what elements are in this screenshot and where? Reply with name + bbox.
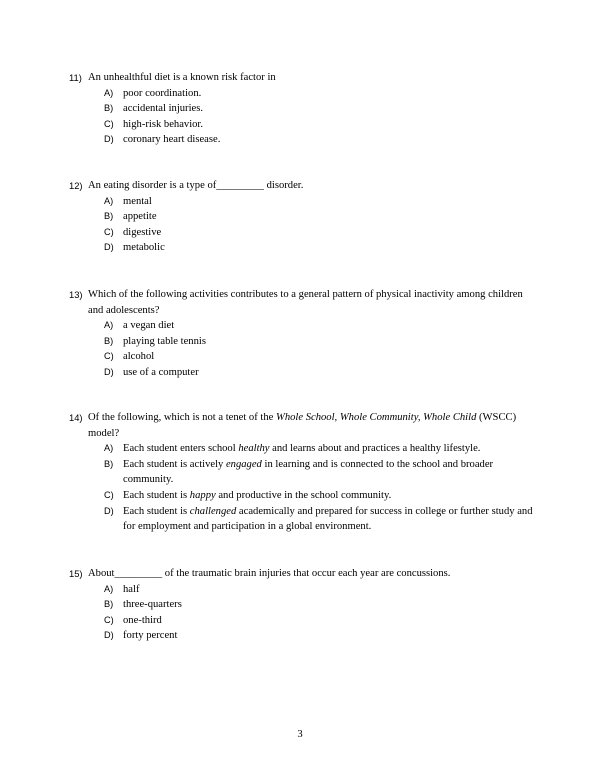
option-text: a vegan diet <box>123 320 175 332</box>
emphasis: engaged <box>225 458 262 470</box>
text-before: Each student is actively <box>123 458 226 470</box>
question-text <box>88 178 539 194</box>
option-text <box>123 488 539 504</box>
question-text <box>88 410 539 441</box>
options-list <box>69 86 539 148</box>
option-c <box>104 488 539 504</box>
emphasis: healthy <box>238 443 270 455</box>
question-13 <box>69 287 539 381</box>
question-12 <box>69 178 539 256</box>
option-letter: C) <box>104 226 114 237</box>
option-a <box>104 86 539 102</box>
stem-after: (WSCC) model? <box>88 412 517 439</box>
option-text: accidental injuries. <box>123 103 204 115</box>
option-letter: B) <box>104 211 114 222</box>
option-c <box>104 117 539 133</box>
option-a <box>104 194 539 210</box>
question-number: 11) <box>69 72 82 83</box>
option-text: coronary heart disease. <box>123 134 221 146</box>
text-before: Each student enters school <box>123 443 239 455</box>
question-text <box>88 566 539 582</box>
text-after: and productive in the school community. <box>215 489 392 501</box>
question-number: 14) <box>69 412 83 423</box>
option-letter: B) <box>104 103 114 114</box>
text-after: and learns about and practices a healthy lifestyle. <box>269 443 481 455</box>
option-text: one-third <box>123 614 162 626</box>
options-list <box>69 441 539 535</box>
option-letter: D) <box>104 242 114 253</box>
answer-blank: _________ <box>216 180 264 191</box>
question-stem <box>69 287 539 318</box>
question-15 <box>69 566 539 644</box>
question-text: Which of the following activities contributes to a general pattern of physical inactivity among children and adolescents? <box>88 289 523 316</box>
option-letter: A) <box>104 583 114 594</box>
question-stem <box>69 566 539 582</box>
option-text: half <box>123 583 140 595</box>
option-letter: A) <box>104 320 114 331</box>
option-b <box>104 101 539 117</box>
options-list <box>69 194 539 256</box>
option-letter: D) <box>104 630 114 641</box>
question-11 <box>69 70 539 148</box>
option-b <box>104 209 539 225</box>
option-text: alcohol <box>123 351 155 363</box>
question-stem <box>69 410 539 441</box>
option-letter: A) <box>104 195 114 206</box>
option-text <box>123 504 539 535</box>
model-name: Whole School, Whole Community, Whole Child <box>276 412 477 423</box>
option-text: forty percent <box>123 630 178 642</box>
option-d <box>104 504 539 535</box>
text-after: academically and prepared for success in college or further study and for employment and participation in a global environment. <box>123 505 533 533</box>
option-letter: C) <box>104 489 114 500</box>
option-text: metabolic <box>123 242 165 254</box>
answer-blank: _________ <box>114 568 163 579</box>
text-before: Each student is <box>123 505 190 517</box>
question-number: 15) <box>69 568 83 579</box>
emphasis: happy <box>189 489 216 501</box>
option-d <box>104 132 539 148</box>
options-list <box>69 318 539 380</box>
option-letter: D) <box>104 505 114 516</box>
stem-before: An eating disorder is a type of <box>88 180 217 191</box>
option-b <box>104 457 539 488</box>
question-14 <box>69 410 539 535</box>
stem-before: Of the following, which is not a tenet of the <box>88 412 276 423</box>
page-number: 3 <box>297 729 303 740</box>
option-letter: C) <box>104 118 114 129</box>
option-letter: B) <box>104 335 114 346</box>
option-letter: D) <box>104 366 114 377</box>
option-d <box>104 240 539 256</box>
option-c <box>104 613 539 629</box>
option-a <box>104 318 539 334</box>
option-c <box>104 349 539 365</box>
option-letter: C) <box>104 614 114 625</box>
option-letter: A) <box>104 87 114 98</box>
option-letter: B) <box>104 599 114 610</box>
stem-before: About <box>88 568 115 579</box>
option-letter: D) <box>104 134 114 145</box>
option-a <box>104 582 539 598</box>
emphasis: challenged <box>189 505 237 517</box>
option-text <box>123 457 539 488</box>
option-text: three-quarters <box>123 599 182 611</box>
option-c <box>104 225 539 241</box>
option-b <box>104 597 539 613</box>
question-stem <box>69 70 539 86</box>
option-letter: A) <box>104 443 114 454</box>
question-number: 12) <box>69 180 83 191</box>
option-letter: C) <box>104 351 114 362</box>
stem-after: disorder. <box>263 180 304 191</box>
option-text: playing table tennis <box>123 335 206 347</box>
option-text: appetite <box>123 211 157 223</box>
text-before: Each student is <box>123 489 190 501</box>
option-text: high-risk behavior. <box>123 118 204 130</box>
question-text: An unhealthful diet is a known risk factor in <box>88 72 276 83</box>
option-a <box>104 441 539 457</box>
question-stem <box>69 178 539 194</box>
options-list <box>69 582 539 644</box>
option-letter: B) <box>104 458 114 469</box>
question-number: 13) <box>69 289 83 300</box>
option-d <box>104 628 539 644</box>
option-b <box>104 334 539 350</box>
text-after: in learning and is connected to the school and broader community. <box>123 458 494 486</box>
option-text: digestive <box>123 226 162 238</box>
stem-after: of the traumatic brain injuries that occur each year are concussions. <box>162 568 451 579</box>
option-text <box>123 441 539 457</box>
option-text: mental <box>123 195 152 207</box>
option-text: poor coordination. <box>123 87 202 99</box>
option-d <box>104 365 539 381</box>
option-text: use of a computer <box>123 366 199 378</box>
